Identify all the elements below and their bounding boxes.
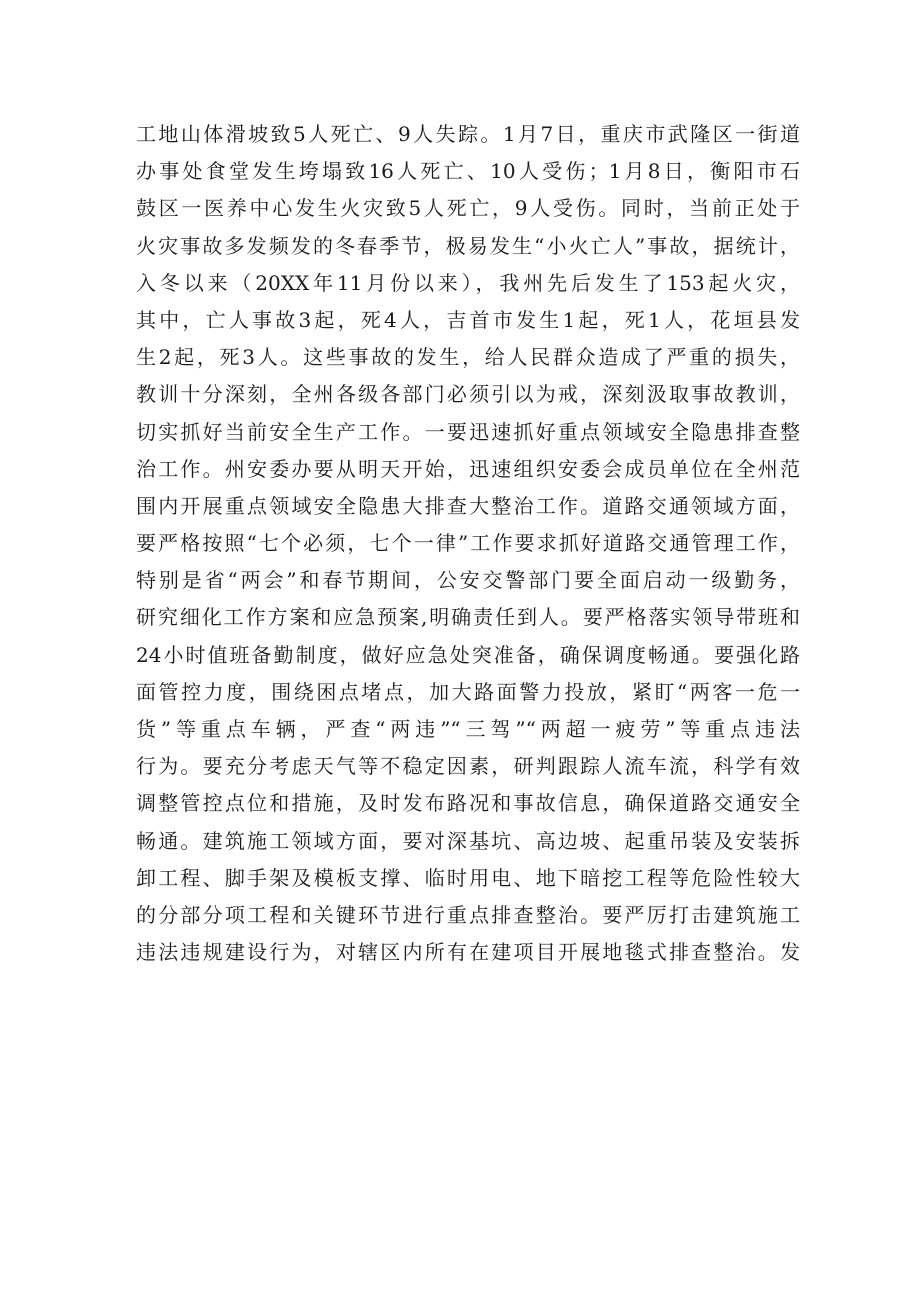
text-line: 调整管控点位和措施，及时发布路况和事故信息，确保道路交通安全 — [136, 791, 800, 816]
text-line: 货”等重点车辆，严查“两违”“三驾”“两超一疲劳”等重点违法 — [136, 717, 800, 741]
text-line: 的分部分项工程和关键环节进行重点排查整治。要严厉打击建筑施工 — [136, 902, 800, 927]
text-line: 切实抓好当前安全生产工作。一要迅速抓好重点领域安全隐患排查整 — [136, 419, 800, 444]
text-line: 生2起，死3人。这些事故的发生，给人民群众造成了严重的损失， — [136, 345, 800, 370]
text-line: 其中，亡人事故3起，死4人，吉首市发生1起，死1人，花垣县发 — [136, 307, 800, 332]
text-line: 火灾事故多发频发的冬春季节，极易发生“小火亡人”事故，据统计， — [136, 233, 800, 258]
text-line: 教训十分深刻，全州各级各部门必须引以为戒，深刻汲取事故教训， — [136, 382, 800, 407]
text-line: 工地山体滑坡致5人死亡、9人失踪。1月7日，重庆市武隆区一街道 — [136, 122, 800, 146]
text-line: 行为。要充分考虑天气等不稳定因素，研判跟踪人流车流，科学有效 — [136, 754, 800, 779]
text-line: 办事处食堂发生垮塌致16人死亡、10人受伤；1月8日，衡阳市石 — [136, 159, 800, 184]
text-line: 鼓区一医养中心发生火灾致5人死亡，9人受伤。同时，当前正处于 — [136, 196, 800, 221]
text-line: 研究细化工作方案和应急预案,明确责任到人。要严格落实领导带班和 — [136, 605, 800, 630]
text-line: 入冬以来（20XX年11月份以来），我州先后发生了153起火灾， — [136, 270, 800, 295]
text-line: 24小时值班备勤制度，做好应急处突准备，确保调度畅通。要强化路 — [136, 642, 800, 667]
text-line: 卸工程、脚手架及模板支撑、临时用电、地下暗挖工程等危险性较大 — [136, 865, 800, 890]
text-line: 要严格按照“七个必须，七个一律”工作要求抓好道路交通管理工作， — [136, 531, 800, 556]
text-line: 畅通。建筑施工领域方面，要对深基坑、高边坡、起重吊装及安装拆 — [136, 828, 800, 853]
text-line: 违法违规建设行为，对辖区内所有在建项目开展地毯式排查整治。发 — [136, 940, 800, 965]
text-line: 治工作。州安委办要从明天开始，迅速组织安委会成员单位在全州范 — [136, 456, 800, 481]
text-line: 特别是省“两会”和春节期间，公安交警部门要全面启动一级勤务， — [136, 568, 800, 593]
text-line: 面管控力度，围绕困点堵点，加大路面警力投放，紧盯“两客一危一 — [136, 679, 800, 704]
text-line: 围内开展重点领域安全隐患大排查大整治工作。道路交通领域方面， — [136, 493, 800, 518]
document-body — [136, 116, 800, 971]
